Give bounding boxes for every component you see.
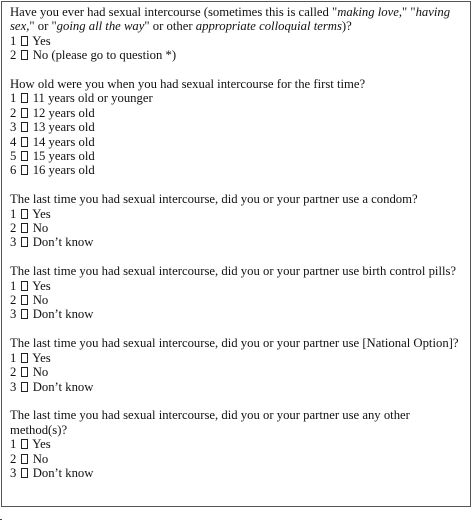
- option-number: 1: [10, 91, 17, 106]
- answer-option: [10, 34, 462, 48]
- option-number: 2: [10, 105, 17, 120]
- option-number: 1: [10, 33, 17, 48]
- question-block: [10, 192, 462, 250]
- option-label: No (please go to question *): [32, 48, 177, 63]
- answer-option: [10, 163, 462, 177]
- question-text-emphasis: having sex,: [10, 5, 451, 34]
- option-label: No: [32, 365, 49, 380]
- option-label: No: [32, 293, 49, 308]
- option-number: 6: [10, 163, 17, 178]
- question-text: The last time you had sexual intercourse, did you or your partner use a condom?: [10, 192, 418, 207]
- question-spacer: [10, 250, 462, 264]
- question-list: [10, 5, 462, 480]
- option-label: Yes: [32, 278, 51, 293]
- answer-option: [10, 437, 462, 451]
- option-number: 2: [10, 365, 17, 380]
- option-label: 13 years old: [32, 120, 95, 135]
- checkbox-icon[interactable]: [21, 151, 28, 161]
- question-text: The last time you had sexual intercourse, did you or your partner use birth control pills?: [10, 264, 457, 279]
- checkbox-icon[interactable]: [21, 209, 28, 219]
- option-number: 3: [10, 120, 17, 135]
- question-text-part: )?: [341, 19, 352, 34]
- checkbox-icon[interactable]: [21, 108, 28, 118]
- answer-option: [10, 48, 462, 62]
- question-block: [10, 264, 462, 322]
- question-text-emphasis: going all the way: [56, 19, 145, 34]
- option-label: No: [32, 221, 49, 236]
- option-number: 1: [10, 278, 17, 293]
- option-label: 12 years old: [32, 105, 95, 120]
- checkbox-icon[interactable]: [21, 281, 28, 291]
- option-label: 14 years old: [32, 134, 95, 149]
- question-text: The last time you had sexual intercourse, did you or your partner use any other method(s)?: [10, 408, 410, 437]
- option-label: 15 years old: [32, 149, 95, 164]
- checkbox-icon[interactable]: [21, 309, 28, 319]
- answer-option: [10, 221, 462, 235]
- option-label: Don’t know: [32, 379, 94, 394]
- answer-option: [10, 466, 462, 480]
- option-label: 16 years old: [32, 163, 95, 178]
- option-number: 1: [10, 206, 17, 221]
- option-number: 1: [10, 350, 17, 365]
- answer-option: [10, 293, 462, 307]
- option-number: 4: [10, 134, 17, 149]
- question-text-part: " or ": [29, 19, 57, 34]
- option-number: 1: [10, 437, 17, 452]
- option-label: Yes: [32, 33, 51, 48]
- question-text-part: " or other: [144, 19, 196, 34]
- checkbox-icon[interactable]: [21, 137, 28, 147]
- checkbox-icon[interactable]: [21, 36, 28, 46]
- option-label: Don’t know: [32, 235, 94, 250]
- option-number: 3: [10, 235, 17, 250]
- answer-option: [10, 279, 462, 293]
- answer-option: [10, 380, 462, 394]
- option-label: Yes: [32, 350, 51, 365]
- option-number: 2: [10, 293, 17, 308]
- option-number: 2: [10, 48, 17, 63]
- question-spacer: [10, 63, 462, 77]
- question-text-emphasis: making love,: [337, 5, 403, 19]
- question-block: [10, 5, 462, 63]
- answer-option: [10, 106, 462, 120]
- question-text: The last time you had sexual intercourse, did you or your partner use [National Option]?: [10, 336, 459, 351]
- option-number: 2: [10, 221, 17, 236]
- option-label: Don’t know: [32, 307, 94, 322]
- answer-option: [10, 235, 462, 249]
- question-text: [10, 5, 462, 34]
- question-text-part: Have you ever had sexual intercourse (sometimes this is called ": [10, 5, 338, 19]
- question-text-part: " ": [402, 5, 416, 19]
- option-number: 3: [10, 379, 17, 394]
- question-block: [10, 77, 462, 178]
- question-block: [10, 408, 462, 480]
- question-text: How old were you when you had sexual intercourse for the first time?: [10, 77, 366, 92]
- checkbox-icon[interactable]: [21, 50, 28, 60]
- option-number: 3: [10, 465, 17, 480]
- option-label: 11 years old or younger: [32, 91, 153, 106]
- checkbox-icon[interactable]: [21, 439, 28, 449]
- option-number: 2: [10, 451, 17, 466]
- question-text-emphasis: appropriate colloquial terms: [195, 19, 342, 34]
- option-label: Don’t know: [32, 465, 94, 480]
- checkbox-icon[interactable]: [21, 295, 28, 305]
- checkbox-icon[interactable]: [21, 223, 28, 233]
- option-number: 3: [10, 307, 17, 322]
- answer-option: [10, 351, 462, 365]
- checkbox-icon[interactable]: [21, 122, 28, 132]
- answer-option: [10, 307, 462, 321]
- question-spacer: [10, 178, 462, 192]
- checkbox-icon[interactable]: [21, 93, 28, 103]
- answer-option: [10, 120, 462, 134]
- answer-option: [10, 452, 462, 466]
- question-spacer: [10, 394, 462, 408]
- question-spacer: [10, 322, 462, 336]
- answer-option: [10, 207, 462, 221]
- answer-option: [10, 149, 462, 163]
- option-number: 5: [10, 149, 17, 164]
- checkbox-icon[interactable]: [21, 454, 28, 464]
- option-label: Yes: [32, 206, 51, 221]
- checkbox-icon[interactable]: [21, 237, 28, 247]
- checkbox-icon[interactable]: [21, 165, 28, 175]
- answer-option: [10, 135, 462, 149]
- checkbox-icon[interactable]: [21, 468, 28, 478]
- answer-option: [10, 91, 462, 105]
- question-block: [10, 336, 462, 394]
- checkbox-icon[interactable]: [21, 353, 28, 363]
- option-label: Yes: [32, 437, 51, 452]
- answer-option: [10, 365, 462, 379]
- checkbox-icon[interactable]: [21, 367, 28, 377]
- option-label: No: [32, 451, 49, 466]
- corner-mark-icon: [0, 518, 3, 521]
- questionnaire-box: [1, 1, 471, 507]
- checkbox-icon[interactable]: [21, 382, 28, 392]
